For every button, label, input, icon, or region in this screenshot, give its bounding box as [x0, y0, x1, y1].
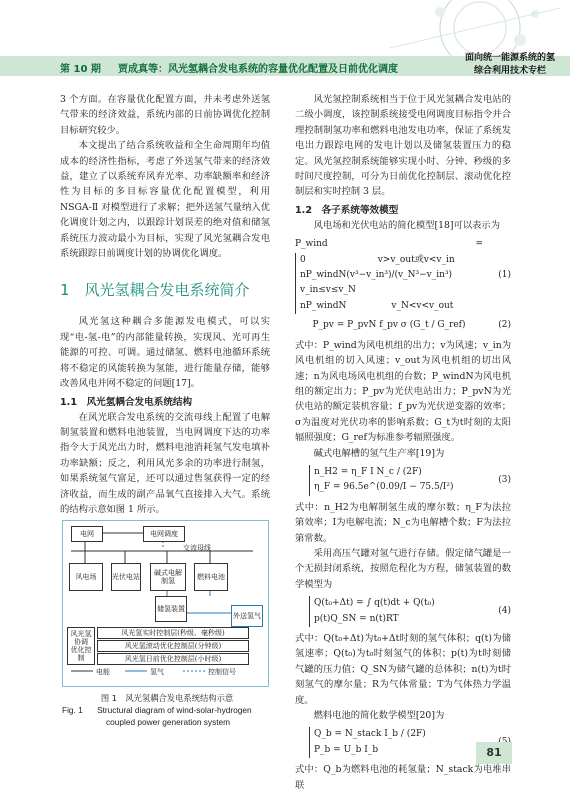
control-label: 风光氢 — [70, 630, 92, 638]
eq3-number: (3) — [498, 474, 511, 485]
header-decoration-graphic — [330, 0, 570, 56]
paragraph: 采用高压气罐对氢气进行存储。假定储气罐是一个无损封闭系统，按照危程化为方程，储氢装置的数学模型为 — [295, 547, 511, 590]
paragraph: 在风光联合发电系统的交流母线上配置了电解制氢装置和燃料电池装置，当电网调度下达的功率指令大于风光出力时，燃料电池消耗氢气发电填补功率缺额；反之，利用风光多余的功率进行制氢，如果系统氢气富足，还可以通过售氢获得一定的经济收益，而生成的副产品氧气直接排入大气。系统的结构示意如图 1 所示。 — [60, 411, 270, 515]
paragraph: 风光氢控制系统相当于位于风光氢耦合发电站的二级小调度，该控制系统接受电网调度目标指令并合理控制制氢功率和燃料电池发电功率，保证了系统发电出力跟踪电网的发电计划以及储氢装置压力的稳定。风光氢控制系统能够实现小时、分钟、秒级的多时间尺度控制，可分为日前优化控制层、滚动优化控制层和实时控制 3 层。 — [295, 94, 511, 198]
eq1-case3: nP_windN v_N<v<v_out — [300, 300, 454, 311]
equation-1 — [295, 237, 511, 314]
control-layer-dayahead: 风光氢日前优化控制层(小时级) — [97, 653, 249, 665]
figure-caption — [62, 692, 272, 728]
caption-zh: 图 1 风光氢耦合发电系统结构示意 — [100, 693, 234, 703]
control-layer-rolling: 风光氢滚动优化控制层(分钟级) — [97, 640, 249, 652]
paragraph: 式中：P_wind为风电机组的出力；v为风速；v_in为风电机组的切入风速；v_out为风电机组的切出风速；n为风电场风电机组的台数；P_windN为风电机组的额定出力；P_pv为光伏电站出力；P_pvN为光伏电站的额定装机容量；f_pv为光伏逆变器的效率；σ为温度对光伏功率的影响系数；G_t为t时刻的太阳辐照强度；G_ref为标准参考辐照强度。 — [295, 339, 511, 444]
dispatch-box: 电网调度 — [143, 526, 185, 542]
eq2-number: (2) — [498, 320, 511, 331]
eq1-case1: 0 v>v_out或v<v_in — [300, 254, 455, 265]
left-column — [60, 92, 270, 517]
control-label: 制 — [77, 654, 85, 662]
column-title — [455, 52, 565, 78]
page-number: 81 — [476, 742, 512, 764]
control-layer-realtime: 风光氢实时控制层(秒级、毫秒级) — [97, 627, 249, 639]
electrolyzer-box: 碱式电解制氢 — [150, 563, 186, 591]
section-heading: 1 风光氢耦合发电系统简介 — [60, 281, 250, 300]
column-title-line1: 面向统一能源系统的氢 — [464, 53, 555, 63]
equation-4 — [295, 596, 511, 627]
bus-label: 交流母线 — [183, 544, 211, 552]
legend-hydrogen: 氢气 — [150, 668, 164, 676]
control-system-box — [67, 627, 95, 665]
grid-box: 电网 — [71, 526, 103, 542]
paragraph: 本文提出了结合系统收益和全生命周期年均值成本的经济性指标，考虑了外送氢气带来的经济效益，建立了以系统弃风弃光率、功率缺额率和经济性为目标的多目标容量优化配置模型，利用 NSGA-Ⅱ 对模型进行了求解；把外送氢气量纳入优化调度计划之内，以跟踪计划误差的绝对值和储氢系统压力波动最小为目标，实现了风光氢耦合发电系统跟踪日前调度计划的协调优化调度。 — [60, 140, 270, 260]
eq2-body: P_pv = P_pvN f_pv σ (G_t / G_ref) — [312, 320, 466, 331]
column-title-line2: 综合利用技术专栏 — [473, 66, 546, 76]
equation-3 — [295, 465, 511, 496]
equation-2 — [295, 318, 511, 333]
eq4-line1: Q(t₀+Δt) = ∫ q(t)dt + Q(t₀) — [314, 598, 435, 609]
paragraph: 式中：Q_b为燃料电池的耗氢量；N_stack为电堆串联 — [295, 764, 511, 791]
subsection-heading: 1.1 风光氢耦合发电系统结构 — [60, 396, 193, 408]
legend-electric: 电能 — [96, 668, 110, 676]
fuel-cell-box: 燃料电池 — [194, 563, 228, 591]
paragraph: 3 个方面。在容量优化配置方面，并未考虑外送氢气带来的经济效益，系统内部的日前协调优化控制目标研究较少。 — [60, 94, 270, 136]
control-label: 协调 — [74, 638, 88, 646]
running-title: 贾成真等：风光氢耦合发电系统的容量优化配置及日前优化调度 — [118, 64, 398, 75]
storage-box: 储氢装置 — [155, 596, 187, 622]
caption-en-label: Fig. 1 — [62, 705, 83, 715]
wind-farm-box: 风电场 — [69, 563, 103, 591]
eq5-line1: Q_b = N_stack I_b / (2F) — [314, 729, 426, 740]
eq4-number: (4) — [498, 605, 511, 616]
control-label: 优化控 — [70, 646, 92, 654]
subsection-heading: 1.2 各子系统等效模型 — [295, 204, 399, 216]
eq1-number: (1) — [498, 270, 511, 281]
export-box: 外送氢气 — [231, 605, 263, 627]
paragraph: 碱式电解槽的氢气生产率[19]为 — [313, 447, 445, 459]
caption-en-line1: Structural diagram of wind-solar-hydrogen — [97, 705, 252, 715]
pv-box: 光伏电站 — [111, 563, 141, 591]
right-column — [295, 92, 511, 793]
legend-control: 控制信号 — [208, 668, 236, 676]
eq3-line2: η_F = 96.5e^(0.09/I − 75.5/I²) — [314, 482, 454, 493]
eq1-lhs: P_wind = — [295, 239, 483, 250]
eq1-case2: nP_windN(v³−v_in³)/(v_N³−v_in³) v_in≤v≤v_N — [300, 270, 462, 296]
caption-en-line2: coupled power generation system — [106, 717, 231, 727]
issue-label: 第 10 期 — [60, 64, 101, 75]
figure-1 — [62, 520, 269, 687]
caption-en — [62, 704, 272, 728]
paragraph: 燃料电池的简化数学模型[20]为 — [313, 710, 445, 722]
eq3-line1: n_H2 = η_F I N_c / (2F) — [314, 466, 422, 477]
eq5-line2: P_b = U_b I_b — [314, 744, 379, 755]
paragraph: 式中：n_H2为电解制氢生成的摩尔数；η_F为法拉第效率；I为电解电流；N_c为电解槽个数；F为法拉第常数。 — [295, 501, 511, 544]
paragraph: 风光氢这种耦合多能源发电模式，可以实现“电-氢-电”的内部能量转换，实现风、光可再生能源的可控、可调。通过储氢、燃料电池循环系统将不稳定的风能转换为氢能，进行能量存储，能够改善风电并网不稳定的问题[17]。 — [60, 316, 270, 390]
paragraph: 式中：Q(t₀+Δt)为t₀+Δt时刻的氢气体积；q(t)为储氢速率；Q(t₀)为t₀时刻氢气的体积；p(t)为t时刻储气罐的压力值；Q_SN为储气罐的总体积；n(t)为t时刻氢气的摩尔量；R为气体常量；T为气体热力学温度。 — [295, 633, 511, 706]
paragraph: 风电场和光伏电站的简化模型[18]可以表示为 — [313, 219, 501, 231]
eq4-line2: p(t)Q_SN = n(t)RT — [314, 613, 399, 624]
